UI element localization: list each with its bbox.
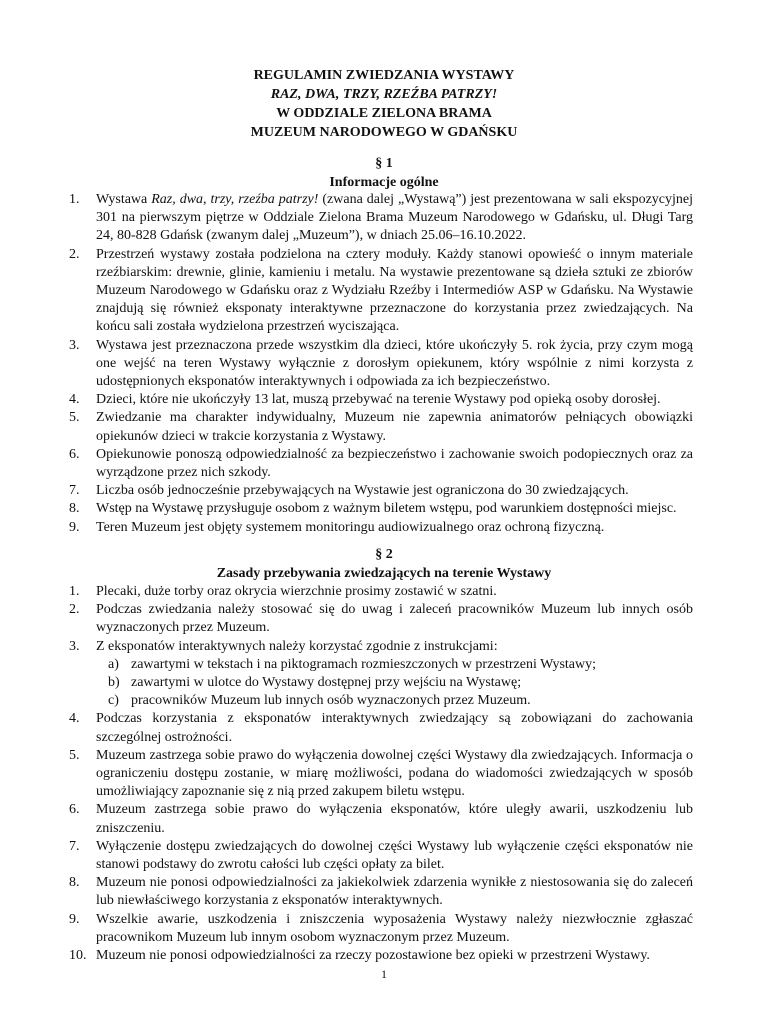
list-item bbox=[0, 519, 693, 537]
list-item bbox=[0, 191, 693, 246]
sub-list-item bbox=[0, 656, 693, 674]
sub-list bbox=[0, 656, 693, 711]
item-number: 1. bbox=[69, 192, 80, 207]
item-number: 4. bbox=[69, 711, 80, 727]
list-item bbox=[0, 391, 693, 409]
item-text: Przestrzeń wystawy została podzielona na cztery moduły. Każdy stanowi opowieść o innym materiale rzeźbiarskim: drewnie, glinie, kamieniu i metalu. Na wystawie prezentowane są dzieła sztuki ze zbiorów Muzeum Narodowego w Gdańsku oraz z Wydziału Rzeźby i Intermediów ASP w Gdańsku. Na Wystawie znajdują się również eksponaty interaktywne przeznaczone do korzystania przez zwiedzających. Na końcu sali została wydzielona przestrzeń wyciszająca. bbox=[96, 246, 693, 335]
section-2-number: § 2 bbox=[375, 547, 393, 562]
document-header bbox=[0, 66, 768, 142]
item-text: Z eksponatów interaktywnych należy korzystać zgodnie z instrukcjami: bbox=[96, 638, 498, 654]
item-number: 3. bbox=[69, 337, 80, 353]
sub-item-text: zawartymi w ulotce do Wystawy dostępnej przy wejściu na Wystawę; bbox=[131, 675, 522, 691]
list-item bbox=[0, 446, 693, 482]
item-text: Plecaki, duże torby oraz okrycia wierzchnie prosimy zostawić w szatni. bbox=[96, 584, 497, 599]
section-2-heading bbox=[0, 545, 768, 583]
list-item bbox=[0, 500, 693, 518]
item-number: 2. bbox=[69, 246, 80, 262]
item-number: 7. bbox=[69, 483, 80, 499]
sub-item-text: pracowników Muzeum lub innych osób wyznaczonych przez Muzeum. bbox=[131, 693, 531, 709]
header-line-3: W ODDZIALE ZIELONA BRAMA bbox=[276, 106, 492, 121]
item-text: Wyłączenie dostępu zwiedzających do dowolnej części Wystawy lub wyłączenie części eksponatów nie stanowi podstawy do zwrotu całości lub części opłaty za bilet. bbox=[96, 838, 693, 873]
item-text: Opiekunowie ponoszą odpowiedzialność za bezpieczeństwo i zachowanie swoich podopiecznych oraz za wyrządzone przez nich szkody. bbox=[96, 446, 693, 481]
sub-item-letter: a) bbox=[108, 656, 119, 672]
item-text: Podczas korzystania z eksponatów interaktywnych zwiedzający są zobowiązani do zachowania szczególnej ostrożności. bbox=[96, 711, 693, 745]
item-text: Muzeum zastrzega sobie prawo do wyłączenia dowolnej części Wystawy dla zwiedzających. Informacja o ograniczeniu dostępu zostanie, w miarę możliwości, podana do wiadomości zwiedzających w sposób umożliwiający zapoznanie się z nią przed zakupem biletu wstępu. bbox=[96, 747, 693, 800]
item-number: 2. bbox=[69, 602, 80, 618]
item-number: 6. bbox=[69, 802, 80, 818]
item-prefix: Wystawa bbox=[96, 192, 152, 207]
item-number: 5. bbox=[69, 747, 80, 763]
item-text: Wystawa jest przeznaczona przede wszystkim dla dzieci, które ukończyły 5. rok życia, przy czym mogą one wejść na teren Wystawy wyłącznie z dorosłym opiekunem, który wspólnie z nimi korzysta z udostępnionych eksponatów interaktywnych i odpowiada za ich bezpieczeństwo. bbox=[96, 337, 693, 390]
item-text: Podczas zwiedzania należy stosować się do uwag i zaleceń pracowników Muzeum lub innych osób wyznaczonych przez Muzeum. bbox=[96, 602, 693, 636]
header-line-1: REGULAMIN ZWIEDZANIA WYSTAWY bbox=[253, 68, 515, 83]
item-text: Muzeum zastrzega sobie prawo do wyłączenia eksponatów, które uległy awarii, uszkodzeniu lub zniszczeniu. bbox=[96, 802, 693, 836]
item-number: 6. bbox=[69, 446, 80, 462]
sub-list-item bbox=[0, 692, 693, 710]
list-item bbox=[0, 747, 693, 802]
item-text: Zwiedzanie ma charakter indywidualny, Muzeum nie zapewnia animatorów pełniących obowiązki opiekunów dzieci w trakcie korzystania z Wystawy. bbox=[96, 410, 693, 444]
section-1-list bbox=[0, 191, 693, 537]
header-exhibition-title: RAZ, DWA, TRZY, RZEŹBA PATRZY! bbox=[270, 87, 498, 102]
item-number: 1. bbox=[69, 584, 80, 599]
list-item bbox=[0, 337, 693, 392]
item-number: 4. bbox=[69, 392, 80, 408]
item-text: Muzeum nie ponosi odpowiedzialności za rzeczy pozostawione bez opieki w przestrzeni Wystawy. bbox=[96, 948, 650, 964]
item-text: Liczba osób jednocześnie przebywających na Wystawie jest ograniczona do 30 zwiedzających. bbox=[96, 483, 629, 499]
section-1-number: § 1 bbox=[375, 156, 393, 171]
item-text: Wstęp na Wystawę przysługuje osobom z ważnym biletem wstępu, pod warunkiem dostępności miejsc. bbox=[96, 501, 677, 517]
section-2-title: Zasady przebywania zwiedzających na terenie Wystawy bbox=[216, 566, 552, 581]
item-text: Teren Muzeum jest objęty systemem monitoringu audiowizualnego oraz ochroną fizyczną. bbox=[96, 519, 605, 535]
header-line-4: MUZEUM NARODOWEGO W GDAŃSKU bbox=[250, 125, 518, 140]
list-item bbox=[0, 947, 693, 965]
item-text bbox=[96, 191, 693, 246]
list-item bbox=[0, 710, 693, 746]
item-number: 3. bbox=[69, 638, 80, 654]
section-1-title: Informacje ogólne bbox=[329, 175, 439, 190]
sub-item-letter: b) bbox=[108, 675, 120, 691]
sub-item-letter: c) bbox=[108, 693, 119, 709]
list-item bbox=[0, 638, 693, 711]
item-number: 10. bbox=[69, 948, 87, 964]
section-2-list bbox=[0, 583, 693, 965]
item-number: 8. bbox=[69, 875, 80, 891]
item-number: 7. bbox=[69, 838, 80, 854]
sub-item-text: zawartymi w tekstach i na piktogramach rozmieszczonych w przestrzeni Wystawy; bbox=[131, 656, 597, 672]
item-number: 9. bbox=[69, 519, 80, 535]
item-number: 9. bbox=[69, 911, 80, 927]
list-item bbox=[0, 409, 693, 445]
sub-list-item bbox=[0, 674, 693, 692]
list-item bbox=[0, 838, 693, 874]
item-text: Dzieci, które nie ukończyły 13 lat, muszą przebywać na terenie Wystawy pod opieką osoby dorosłej. bbox=[96, 392, 661, 408]
list-item bbox=[0, 911, 693, 947]
exhibition-title-italic: Raz, dwa, trzy, rzeźba patrzy! bbox=[151, 192, 319, 207]
list-item bbox=[0, 583, 693, 601]
page-number: 1 bbox=[381, 967, 387, 981]
section-1-heading bbox=[0, 154, 768, 192]
item-text: Wszelkie awarie, uszkodzenia i zniszczenia wyposażenia Wystawy należy niezwłocznie zgłaszać pracownikom Muzeum lub innym osobom wyznaczonym przez Muzeum. bbox=[96, 911, 693, 945]
list-item bbox=[0, 246, 693, 337]
item-text: Muzeum nie ponosi odpowiedzialności za jakiekolwiek zdarzenia wynikłe z niestosowania się do zaleceń lub niewłaściwego korzystania z eksponatów interaktywnych. bbox=[96, 875, 693, 909]
list-item bbox=[0, 874, 693, 910]
list-item bbox=[0, 601, 693, 637]
item-number: 5. bbox=[69, 410, 80, 426]
item-rest: (zwana dalej „Wystawą”) jest prezentowana w sali ekspozycyjnej 301 na pierwszym piętrze w Oddziale Zielona Brama Muzeum Narodowego w Gdańsku, ul. Długi Targ 24, 80-828 Gdańsk (zwanym dalej „Muzeum”), w dniach 25.06–16.10.2022. bbox=[96, 192, 693, 244]
item-number: 8. bbox=[69, 501, 80, 517]
list-item bbox=[0, 801, 693, 837]
list-item bbox=[0, 482, 693, 500]
